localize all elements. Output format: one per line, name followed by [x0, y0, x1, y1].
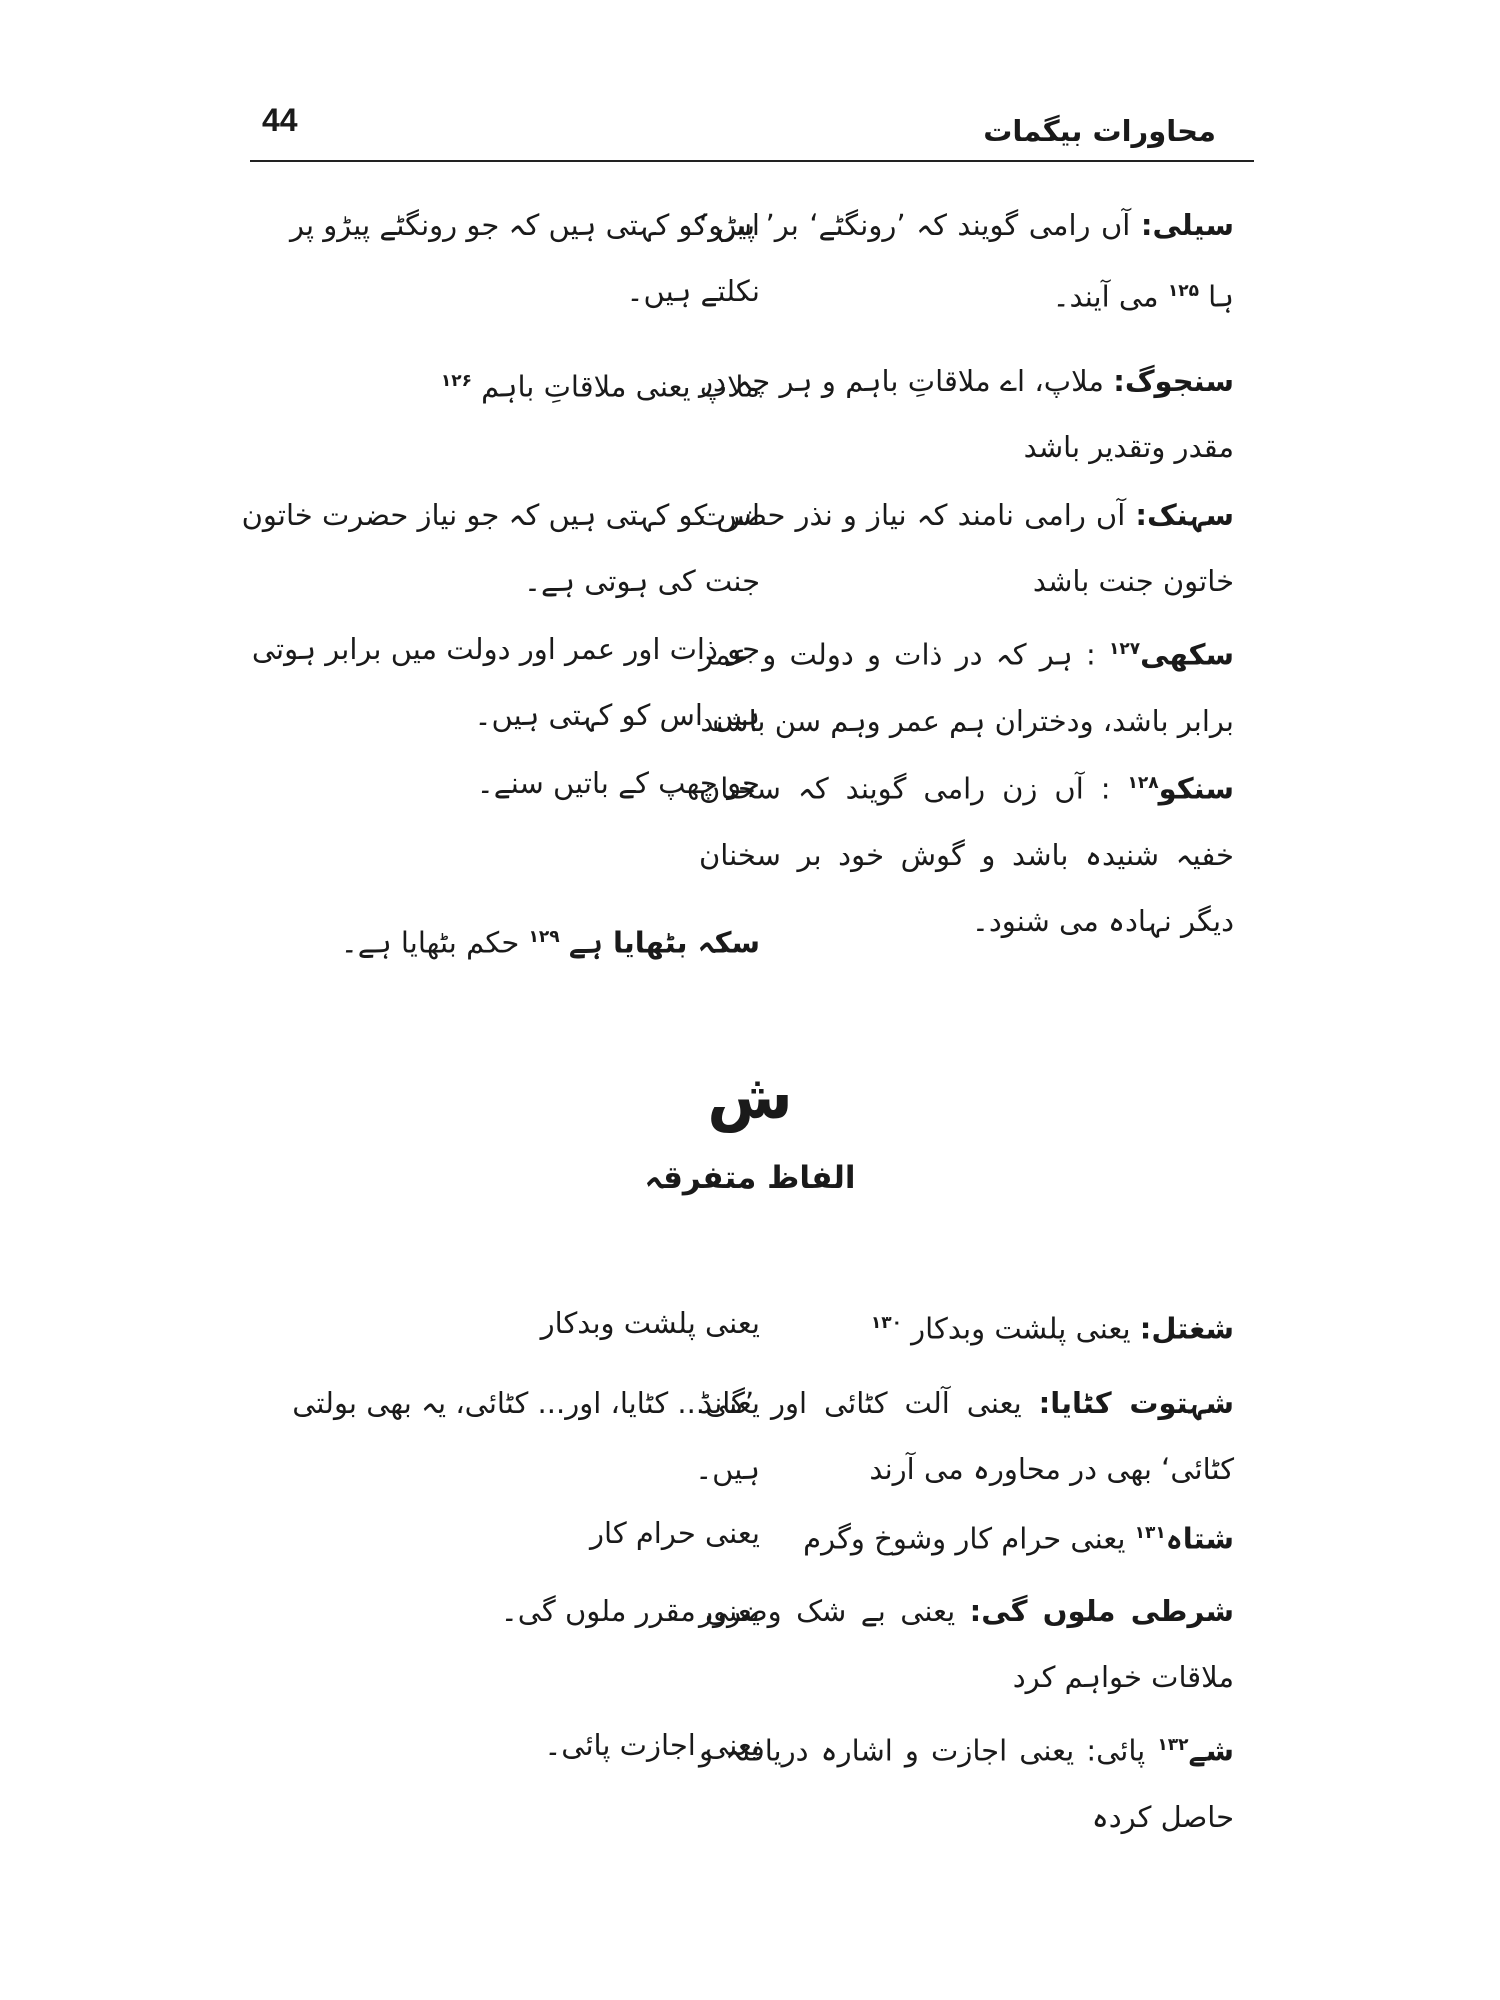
gloss-sanko: جو چھپ کے باتیں سنے۔ — [476, 766, 760, 800]
entry-silli — [699, 192, 1234, 330]
gloss-sanjog — [240, 348, 760, 420]
entry-text: یعنی آلت کٹائی اور ’گانڈ کٹائی‘ بھی در محاورہ می آرند — [699, 1386, 1234, 1486]
gloss-sakhi: جو ذات اور عمر اور دولت میں برابر ہوتی ہیں اس کو کہتی ہیں۔ — [251, 632, 760, 732]
entry-text: ملاپ، اے ملاقاتِ باہم و ہر چہ در مقدر وتقدیر باشد — [699, 364, 1234, 464]
gloss-shaghtal: یعنی پلشت وبدکار — [540, 1306, 760, 1340]
entry-shatah — [699, 1500, 1234, 1572]
running-title: محاورات بیگمات — [983, 114, 1216, 148]
entry-text: پائی: یعنی اجازت و اشارہ دریافتہ و حاصل کردہ — [699, 1733, 1234, 1834]
entry-shahtoot — [699, 1370, 1234, 1502]
gloss-sharti: یعنی مقرر ملوں گی۔ — [500, 1594, 760, 1628]
section-letter: ش — [707, 1060, 793, 1133]
headword: شہتوت کٹایا: — [1038, 1386, 1234, 1420]
gloss-silli: اس کو کہتی ہیں کہ جو رونگٹے پیڑو پر نکلتے ہیں۔ — [290, 208, 760, 308]
page-number: 44 — [262, 102, 298, 138]
entry-text: یعنی بے شک وضرور ملاقات خواہم کرد — [699, 1594, 1234, 1694]
gloss-shahtoot: یعنی... کٹایا، اور... کٹائی، یہ بھی بولتی ہیں۔ — [292, 1386, 760, 1486]
entry-sharti — [699, 1578, 1234, 1710]
entry-sakhi — [699, 616, 1234, 754]
entry-text: : آں زن رامی گویند کہ سخنان خفیہ شنیدہ باشد و گوش خود بر سخنان دیگر نہادہ می شنود۔ — [699, 771, 1234, 938]
footnote-marker: ۱۳۰ — [870, 1313, 902, 1333]
headword: سیلی: — [1140, 208, 1234, 242]
footnote-marker: ۱۳۲ — [1157, 1735, 1189, 1755]
headword: سنکو — [1158, 771, 1234, 806]
footnote-marker: ۱۲۵ — [1167, 281, 1199, 301]
headword: سکھی — [1140, 637, 1235, 672]
section-title: الفاظ متفرقہ — [644, 1160, 856, 1196]
entry-sanko — [699, 750, 1234, 954]
entry-text: یعنی پلشت وبدکار — [911, 1311, 1131, 1346]
gloss-text: ملاپ یعنی ملاقاتِ باہم — [481, 369, 760, 404]
entry-text: : ہر کہ در ذات و دولت و عمر برابر باشد، ودختران ہم عمر وہم سن باشند — [699, 637, 1234, 738]
gloss-sikka — [240, 904, 760, 976]
footnote-marker: ۱۲۷ — [1109, 639, 1141, 659]
gloss-sahnak: اس کو کہتی ہیں کہ جو نیاز حضرت خاتون جنت کی ہوتی ہے۔ — [241, 498, 760, 598]
entry-sanjog — [699, 348, 1234, 480]
footnote-marker: ۱۳۱ — [1134, 1523, 1166, 1543]
entry-text: آں رامی نامند کہ نیاز و نذر حضرت خاتون جنت باشد — [699, 498, 1234, 598]
gloss-shay: یعنی اجازت پائی۔ — [544, 1728, 760, 1762]
entry-sahnak — [699, 482, 1234, 614]
headword: سہنک: — [1135, 498, 1235, 532]
entry-text: یعنی حرام کار وشوخ وگرم — [803, 1521, 1126, 1556]
gloss-shatah: یعنی حرام کار — [589, 1516, 760, 1550]
footnote-marker: ۱۲۶ — [440, 371, 472, 391]
entry-text: آں رامی گویند کہ ’رونگٹے‘ بر’ پیڑو‘ ہا — [699, 208, 1234, 314]
entry-shaghtal — [699, 1290, 1234, 1362]
headword: شرطی ملوں گی: — [969, 1594, 1235, 1628]
entry-text-cont: می آیند۔ — [1052, 279, 1159, 314]
headword: شے — [1188, 1733, 1235, 1768]
idiom-text: سکہ بٹھایا ہے — [568, 925, 760, 960]
headword: شغتل: — [1139, 1311, 1234, 1346]
headword: شتاہ — [1165, 1521, 1234, 1556]
entry-shay — [699, 1712, 1234, 1850]
headword: سنجوگ: — [1113, 364, 1234, 398]
footnote-marker: ۱۲۹ — [528, 927, 560, 947]
gloss-tail: حکم بٹھایا ہے۔ — [340, 925, 520, 960]
footnote-marker: ۱۲۸ — [1127, 773, 1159, 793]
header-rule — [250, 160, 1254, 162]
